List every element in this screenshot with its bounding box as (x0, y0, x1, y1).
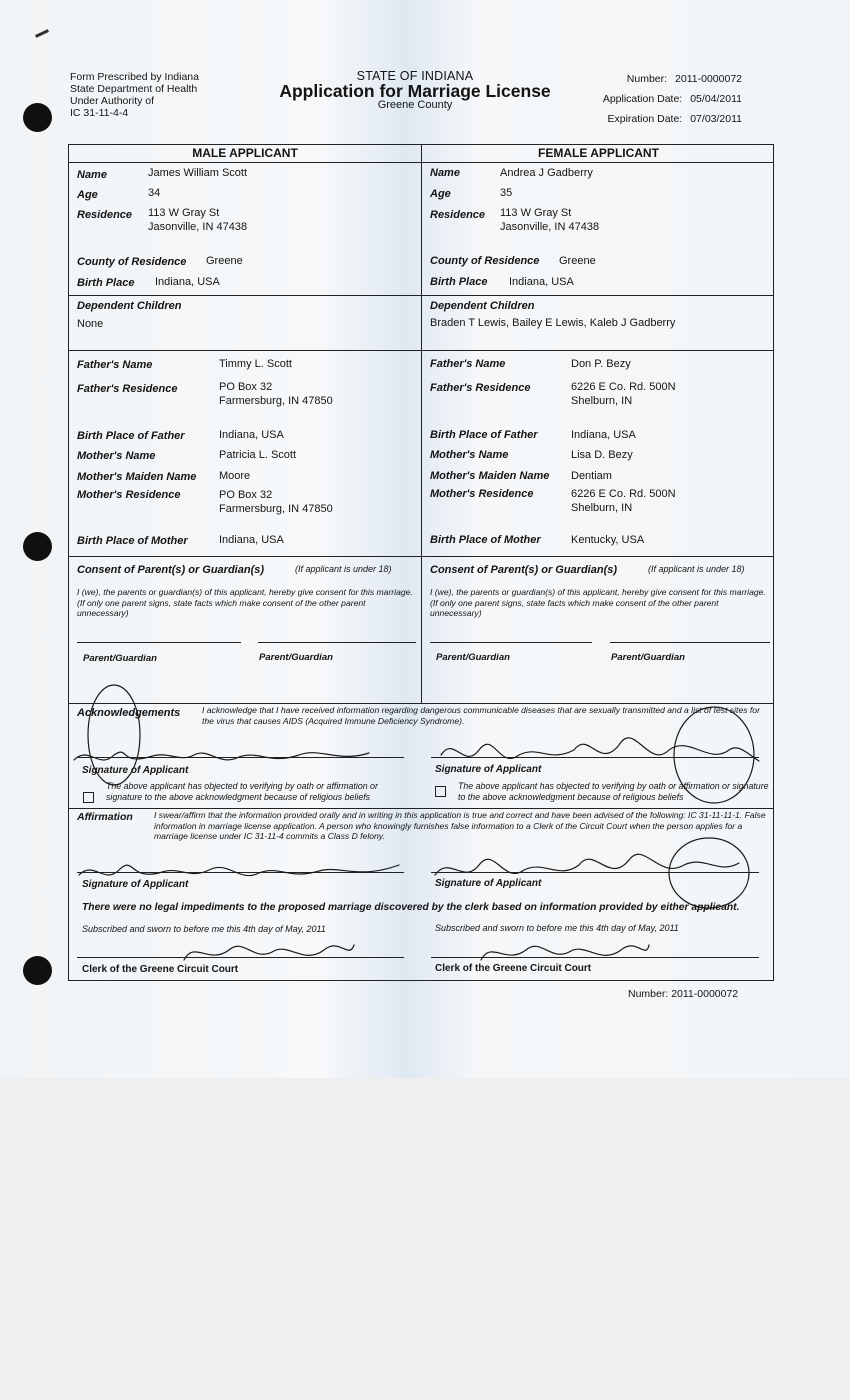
clerk-label: Clerk of the Greene Circuit Court (435, 963, 592, 974)
punch-hole (23, 532, 52, 561)
religious-objection-checkbox[interactable] (83, 792, 94, 803)
female-father-residence-line: 6226 E Co. Rd. 500N (571, 381, 676, 393)
male-father-name: Timmy L. Scott (219, 358, 292, 370)
age-label: Age (430, 188, 451, 200)
female-county: Greene (559, 255, 596, 267)
name-label: Name (430, 167, 460, 179)
county-of-residence-label: County of Residence (430, 255, 540, 267)
religious-objection-checkbox[interactable] (435, 786, 446, 797)
mothers-maiden-name-label: Mother's Maiden Name (77, 471, 197, 483)
signature-line (431, 957, 759, 958)
male-county: Greene (206, 255, 243, 267)
male-mother-birth: Indiana, USA (219, 534, 284, 546)
parent-guardian-label: Parent/Guardian (611, 652, 685, 663)
male-residence-line: 113 W Gray St (148, 207, 220, 219)
sworn-statement: Subscribed and sworn to before me this 4th day of May, 2011 (435, 923, 679, 933)
form-title: Application for Marriage License (279, 81, 551, 101)
expiration-date-label: Expiration Date: (607, 113, 683, 125)
parent-guardian-label: Parent/Guardian (259, 652, 333, 663)
signature-line (258, 642, 416, 643)
application-date-label: Application Date: (602, 93, 683, 105)
female-mother-residence-line: Shelburn, IN (571, 502, 633, 514)
number-label: Number: (628, 988, 669, 1000)
sworn-statement: Subscribed and sworn to before me this 4th day of May, 2011 (82, 924, 326, 934)
signature-line (77, 642, 241, 643)
footer-number (628, 988, 738, 1000)
objection-text: The above applicant has objected to verifying by oath or affirmation or signature to the above acknowledgment because of religious beliefs (106, 781, 378, 802)
consent-label: Consent of Parent(s) or Guardian(s) (77, 564, 265, 576)
punch-hole (23, 956, 52, 985)
mothers-name-label: Mother's Name (430, 449, 509, 461)
birth-place-label: Birth Place (77, 277, 135, 289)
male-birth-place: Indiana, USA (155, 276, 220, 288)
divider (69, 808, 773, 809)
birth-place-of-mother-label: Birth Place of Mother (77, 535, 188, 547)
female-father-name: Don P. Bezy (571, 358, 631, 370)
consent-text: I (we), the parents or guardian(s) of this applicant, hereby give consent for this marriage. (If only one parent signs, state facts which make consent of the other parent unnecessary) (430, 587, 766, 618)
consent-note: (If applicant is under 18) (295, 564, 392, 574)
consent-note: (If applicant is under 18) (648, 564, 745, 574)
scan-mark (35, 29, 49, 38)
birth-place-of-father-label: Birth Place of Father (77, 430, 185, 442)
male-age: 34 (148, 187, 161, 199)
fathers-residence-label: Father's Residence (430, 382, 531, 394)
divider (69, 162, 773, 163)
divider (69, 295, 773, 296)
signature-of-applicant-label: Signature of Applicant (435, 878, 542, 889)
divider (69, 703, 773, 704)
consent-text: I (we), the parents or guardian(s) of this applicant, hereby give consent for this marriage. (If only one parent signs, state facts which make consent of the other parent unnecessary) (77, 587, 413, 618)
parent-guardian-label: Parent/Guardian (83, 653, 157, 664)
dependent-children-label: Dependent Children (77, 300, 182, 312)
column-divider (421, 145, 422, 703)
signature-line (610, 642, 770, 643)
prescribed-line: Form Prescribed by Indiana (70, 71, 199, 83)
male-name: James William Scott (148, 167, 248, 179)
signature-line (431, 872, 759, 873)
female-dependents: Braden T Lewis, Bailey E Lewis, Kaleb J Gadberry (430, 317, 676, 329)
parent-guardian-label: Parent/Guardian (436, 652, 510, 663)
signature-line (77, 957, 404, 958)
female-mother-birth: Kentucky, USA (571, 534, 645, 546)
mothers-maiden-name-label: Mother's Maiden Name (430, 470, 550, 482)
residence-label: Residence (77, 209, 133, 221)
consent-label: Consent of Parent(s) or Guardian(s) (430, 564, 618, 576)
acknowledgements-label: Acknowledgements (77, 707, 181, 719)
signature-of-applicant-label: Signature of Applicant (82, 879, 189, 890)
male-father-residence-line: PO Box 32 (219, 381, 273, 393)
acknowledgement-text: I acknowledge that I have received information regarding dangerous communicable diseases that are sexually transmitted and a list of test sites for the virus that causes AIDS (Acquired Immune Deficiency Syndrome). (202, 705, 760, 726)
female-mother-residence-line: 6226 E Co. Rd. 500N (571, 488, 676, 500)
female-father-residence-line: Shelburn, IN (571, 395, 633, 407)
affirmation-text: I swear/affirm that the information provided orally and in writing in this application is true and correct and have been advised of the following: IC 31-11-11-1. False information in marriage license application. A person who knowingly furnishes false information to a Clerk of the Circuit Court when the person applies for a marriage license under IC 31-11-4 commits a Class D felony. (154, 810, 766, 841)
prescribed-line: Under Authority of (70, 95, 155, 107)
license-number: 2011-0000072 (675, 73, 742, 85)
female-mother-maiden: Dentiam (571, 470, 612, 482)
female-birth-place: Indiana, USA (509, 276, 574, 288)
clerk-label: Clerk of the Greene Circuit Court (82, 964, 239, 975)
female-residence-line: Jasonville, IN 47438 (500, 221, 600, 233)
birth-place-of-father-label: Birth Place of Father (430, 429, 538, 441)
dependent-children-label: Dependent Children (430, 300, 535, 312)
signature-line (77, 872, 404, 873)
mothers-residence-label: Mother's Residence (77, 489, 181, 501)
male-signature-stroke (79, 865, 399, 876)
fathers-name-label: Father's Name (77, 359, 153, 371)
male-mother-residence-line: Farmersburg, IN 47850 (219, 503, 333, 515)
divider (69, 350, 773, 351)
signature-flourish (669, 838, 749, 908)
female-name: Andrea J Gadberry (500, 167, 593, 179)
signature-line (430, 642, 592, 643)
prescribed-by-block (70, 71, 199, 119)
application-date: 05/04/2011 (690, 93, 742, 105)
county-of-residence-label: County of Residence (77, 256, 187, 268)
form-meta (560, 73, 742, 133)
residence-label: Residence (430, 209, 486, 221)
objection-text: The above applicant has objected to verifying by oath or affirmation or signature to the above acknowledgment because of religious beliefs (458, 781, 769, 802)
male-mother-residence-line: PO Box 32 (219, 489, 273, 501)
mothers-residence-label: Mother's Residence (430, 488, 534, 500)
age-label: Age (77, 189, 98, 201)
affirmation-label: Affirmation (77, 811, 133, 823)
signature-of-applicant-label: Signature of Applicant (82, 765, 189, 776)
county-name: Greene County (377, 99, 453, 111)
divider (69, 556, 773, 557)
signature-line (431, 757, 759, 758)
male-mother-name: Patricia L. Scott (219, 449, 297, 461)
fathers-residence-label: Father's Residence (77, 383, 178, 395)
fathers-name-label: Father's Name (430, 358, 506, 370)
form-title-block (250, 70, 580, 111)
male-father-residence-line: Farmersburg, IN 47850 (219, 395, 333, 407)
signature-line (77, 757, 404, 758)
female-applicant-heading: FEMALE APPLICANT (538, 146, 659, 160)
signature-of-applicant-label: Signature of Applicant (435, 764, 542, 775)
male-residence-line: Jasonville, IN 47438 (148, 221, 248, 233)
male-dependents: None (77, 318, 104, 330)
application-form (68, 144, 774, 981)
male-father-birth: Indiana, USA (219, 429, 284, 441)
female-father-birth: Indiana, USA (571, 429, 636, 441)
prescribed-line: IC 31-11-4-4 (70, 107, 129, 119)
birth-place-label: Birth Place (430, 276, 488, 288)
male-mother-maiden: Moore (219, 470, 251, 482)
name-label: Name (77, 169, 107, 181)
female-age: 35 (500, 187, 513, 199)
punch-hole (23, 103, 52, 132)
mothers-name-label: Mother's Name (77, 450, 156, 462)
state-name: STATE OF INDIANA (356, 69, 474, 83)
expiration-date: 07/03/2011 (690, 113, 742, 125)
female-residence-line: 113 W Gray St (500, 207, 572, 219)
birth-place-of-mother-label: Birth Place of Mother (430, 534, 541, 546)
license-number: 2011-0000072 (671, 988, 739, 1000)
prescribed-line: State Department of Health (70, 83, 198, 95)
no-impediments-statement: There were no legal impediments to the proposed marriage discovered by the clerk based on information provided by either applicant. (82, 902, 740, 913)
female-mother-name: Lisa D. Bezy (571, 449, 633, 461)
number-label: Number: (626, 73, 668, 85)
male-applicant-heading: MALE APPLICANT (192, 146, 298, 160)
